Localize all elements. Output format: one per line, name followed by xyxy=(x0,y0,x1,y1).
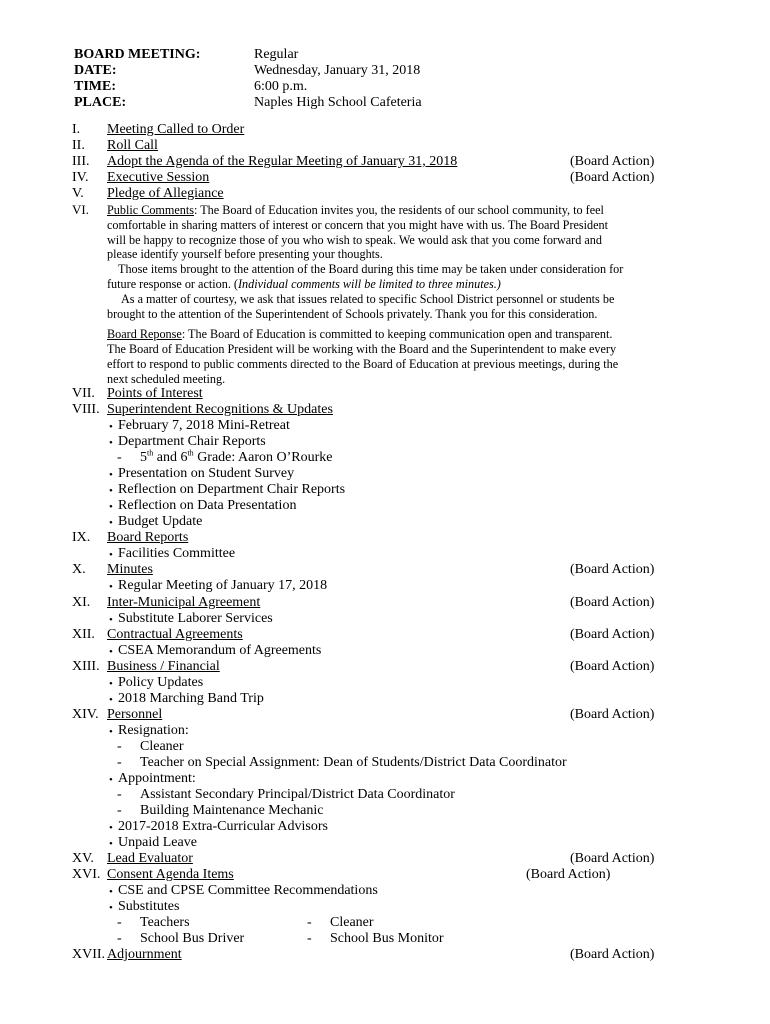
meeting-label: BOARD MEETING: xyxy=(74,47,201,62)
br-line: next scheduled meeting. xyxy=(107,371,226,386)
pc-line: will be happy to recognize those of you who wish to speak. We would ask that you come forward and xyxy=(107,232,602,247)
place-value: Naples High School Cafeteria xyxy=(254,95,422,110)
place-label: PLACE: xyxy=(74,95,127,110)
date-label: DATE: xyxy=(74,63,117,78)
public-comments-paragraph xyxy=(107,203,697,387)
item-number: VI. xyxy=(72,202,89,217)
public-comments-title: Public Comments xyxy=(107,203,195,217)
item-title: Inter-Municipal Agreement xyxy=(107,595,261,610)
item-number: IV. xyxy=(72,170,89,185)
item-number: IX. xyxy=(72,530,91,545)
item-title: Personnel xyxy=(107,707,163,722)
board-action-label: (Board Action) xyxy=(570,595,655,610)
board-action-label: (Board Action) xyxy=(570,154,655,169)
item-title: Points of Interest xyxy=(107,386,203,401)
pc-line: future response or action. ( xyxy=(107,276,238,291)
item-title: Adopt the Agenda of the Regular Meeting of January 31, 2018 xyxy=(107,154,458,169)
item-number: V. xyxy=(72,186,84,201)
board-action-label: (Board Action) xyxy=(570,707,655,722)
item-number: XVI. xyxy=(72,867,101,882)
item-title: Superintendent Recognitions & Updates xyxy=(107,402,333,417)
pc-line: : The Board of Education invites you, the residents of our school community, to feel xyxy=(194,203,604,217)
meeting-value: Regular xyxy=(254,47,299,62)
item-title: Contractual Agreements xyxy=(107,627,243,642)
br-line: The Board of Education President will be working with the Board and the Superintendent to make every xyxy=(107,342,617,357)
item-title: Roll Call xyxy=(107,138,158,153)
time-label: TIME: xyxy=(74,79,116,94)
item-number: I. xyxy=(72,122,81,137)
pc-line: As a matter of courtesy, we ask that issues related to specific School District personnel or students be xyxy=(121,291,615,306)
item-number: VII. xyxy=(72,386,95,401)
board-action-label: (Board Action) xyxy=(570,170,655,185)
agenda-page: BOARD MEETING: Regular DATE: Wednesday, January 31, 2018 TIME: 6:00 p.m. PLACE: Naples High School Cafeteria I. Meeting Called to Order II. Roll Call III. Adopt the Agenda of the Regular Meeting of January 31, 2018 (Board Action) IV. Executive Session (Board Action) V. Pledge of Allegiance VI. Public Comments: The Board of Education invites you, the residents of our school community, to feel comfortable in sharing matters of interest or concern that you might have with us. The Board President will be happy to recognize those of you who wish to speak. We would ask that you come forward and please identify yourself before presenting your thoughts. Those items brought to the attention of the Board during this time may be taken under consideration for future response or action. (Individual comments will be limited to three minutes.) As a matter of courtesy, we ask that issues related to specific School District personnel or students be brought to the attention of the Superintendent of Schools privately. Thank you for this consideration. Board Reponse: The Board of Education is committed to keeping communication open and transparent. The Board of Education President will be working with the Board and the Superintendent to make every effort to respond to public comments directed to the Board of Education at previous meetings, during the next scheduled meeting. VII. Points of Interest VIII. Superintendent Recognitions & Updates • February 7, 2018 Mini-Retreat • Department Chair Reports - 5th and 6th Grade: Aaron O’Rourke • Presentation on Student Survey • Reflection on Department Chair Reports • Reflection on Data Presentation • Budget Update IX. Board Reports • Facilities Committee X. Minutes (Board Action) • Regular Meeting of January 17, 2018 XI. Inter-Municipal Agreement (Board Action) • Substitute Laborer Services XII. Contractual Agreements (Board Action) • CSEA Memorandum of Agreements XIII. Business / Financial (Board Action) • Policy Updates • 2018 Marching Band Trip XIV. Personnel (Board Action) • Resignation: - Cleaner - Teacher on Special Assignment: Dean of Students/District Data Coordinator • Appointment: - Assistant Secondary Principal/District Data Coordinator - Building Maintenance Mechanic • 2017-2018 Extra-Curricular Advisors • Unpaid Leave XV. Lead Evaluator (Board Action) XVI. Consent Agenda Items (Board Action) • CSE and CPSE Committee Recommendations • Substitutes - Teachers - Cleaner - School Bus Driver - School Bus Monitor XVII. Adjournment (Board Action) xyxy=(0,0,770,1024)
board-action-label: (Board Action) xyxy=(570,562,655,577)
pc-line: Those items brought to the attention of the Board during this time may be taken under consideration for xyxy=(118,262,624,277)
board-response-title: Board Reponse xyxy=(107,327,182,342)
board-action-label: (Board Action) xyxy=(570,851,655,866)
item-title: Meeting Called to Order xyxy=(107,122,245,137)
item-title: Minutes xyxy=(107,562,153,577)
board-action-label: (Board Action) xyxy=(526,867,611,882)
item-number: XIV. xyxy=(72,707,99,722)
item-number: III. xyxy=(72,154,90,169)
date-value: Wednesday, January 31, 2018 xyxy=(254,63,421,78)
board-action-label: (Board Action) xyxy=(570,627,655,642)
br-line: : The Board of Education is committed to keeping communication open and transparent. xyxy=(181,327,613,342)
item-number: XV. xyxy=(72,851,94,866)
item-number: II. xyxy=(72,138,85,153)
item-title: Board Reports xyxy=(107,530,189,545)
item-title: Pledge of Allegiance xyxy=(107,186,224,201)
item-number: XII. xyxy=(72,627,95,642)
pc-line: please identify yourself before presenting your thoughts. xyxy=(107,247,383,262)
pc-italic-note: Individual comments will be limited to three minutes.) xyxy=(237,276,501,291)
board-action-label: (Board Action) xyxy=(570,659,655,674)
item-title: Consent Agenda Items xyxy=(107,867,234,882)
board-action-label: (Board Action) xyxy=(570,947,655,962)
br-line: effort to respond to public comments directed to the Board of Education at previous meetings, during the xyxy=(107,356,619,371)
item-number: XVII. xyxy=(72,947,106,962)
item-number: XIII. xyxy=(72,659,100,674)
item-number: X. xyxy=(72,562,86,577)
item-title: Adjournment xyxy=(107,947,182,962)
item-title: Business / Financial xyxy=(107,659,220,674)
pc-line: comfortable in sharing matters of interest or concern that you might have with us. The Board President xyxy=(107,217,609,232)
pc-line: brought to the attention of the Superintendent of Schools privately. Thank you for this consideration. xyxy=(107,306,598,321)
item-number: XI. xyxy=(72,595,91,610)
time-value: 6:00 p.m. xyxy=(254,79,308,94)
item-title: Executive Session xyxy=(107,170,210,185)
item-title: Lead Evaluator xyxy=(107,851,193,866)
item-number: VIII. xyxy=(72,402,100,417)
